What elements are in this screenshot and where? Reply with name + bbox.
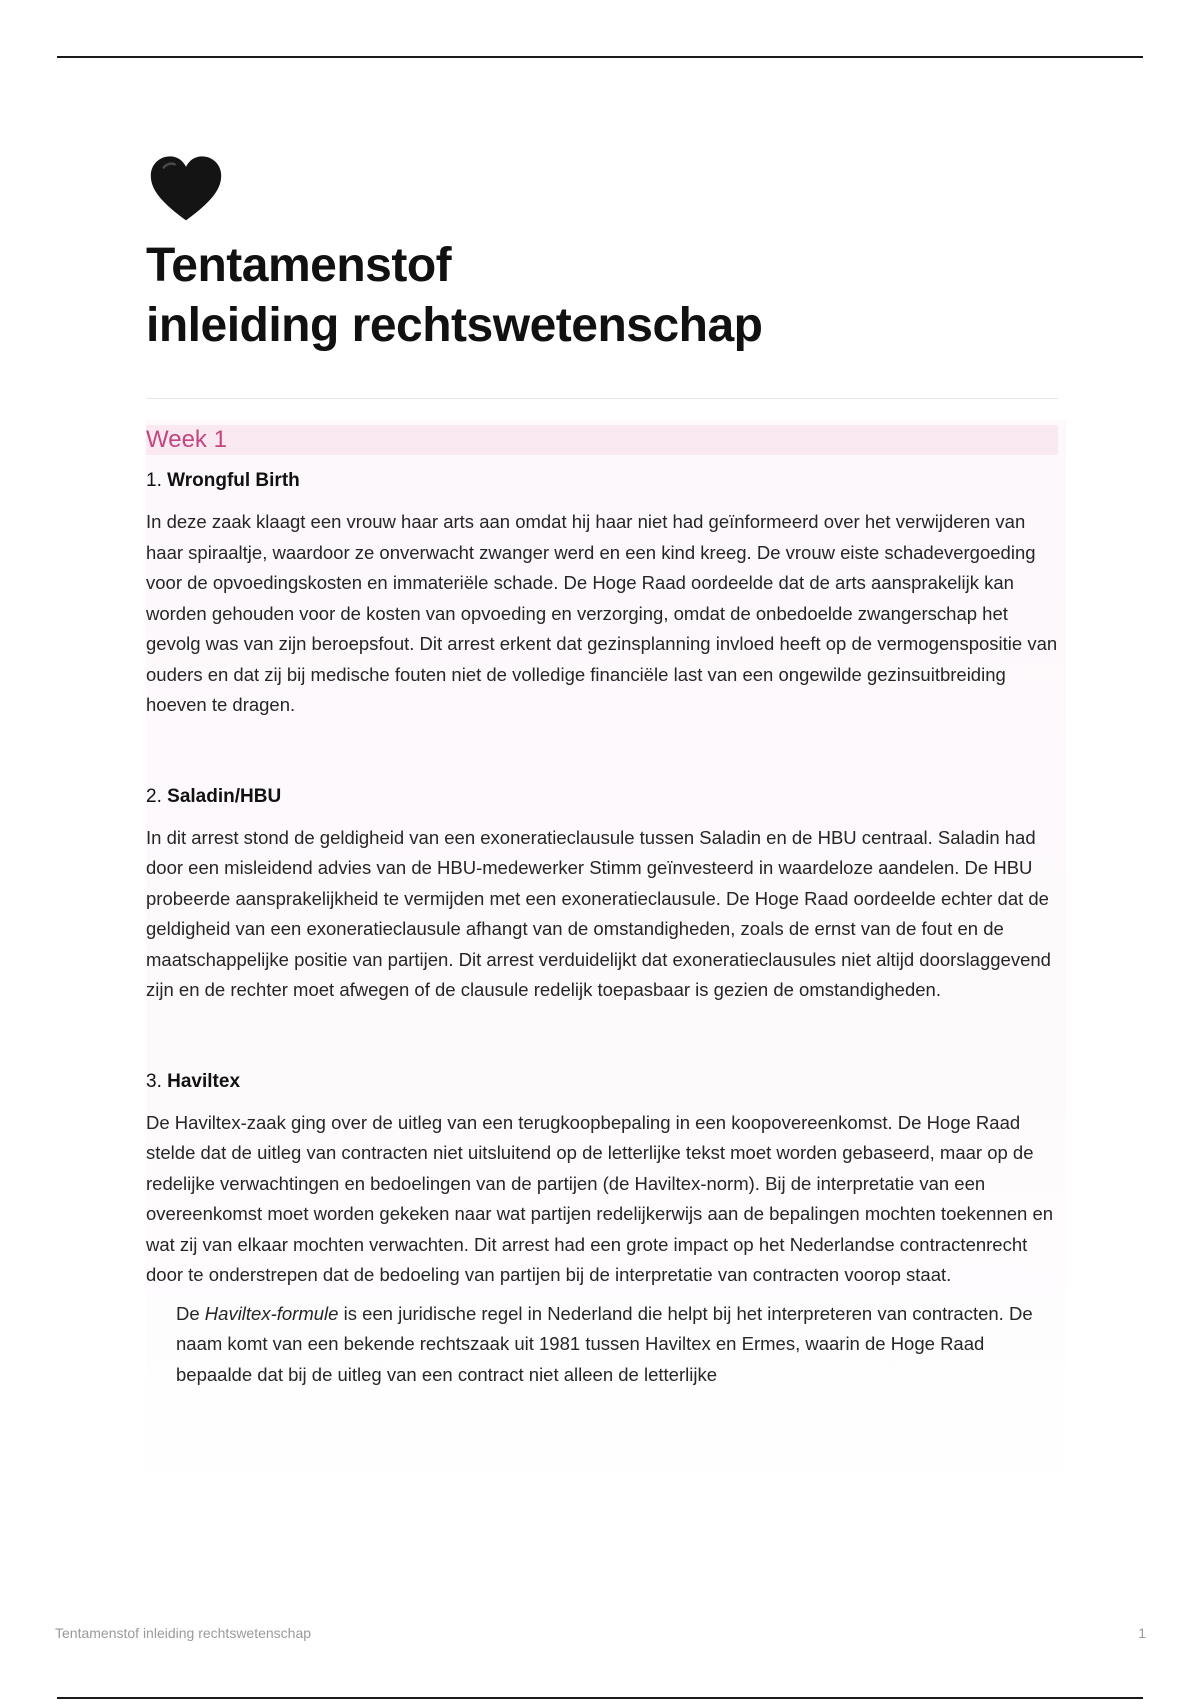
document-content	[146, 150, 1058, 1390]
page-number: 1	[1138, 1625, 1146, 1641]
case-number: 1.	[146, 470, 162, 491]
case-number: 3.	[146, 1070, 162, 1092]
title-line-1: Tentamenstof	[146, 239, 452, 292]
black-heart-icon	[146, 150, 226, 230]
quote-prefix: De	[176, 1302, 205, 1324]
spacer	[146, 1006, 1058, 1056]
case-name: Wrongful Birth	[167, 470, 300, 491]
case-summary-1: In deze zaak klaagt een vrouw haar arts aan omdat hij haar niet had geïnformeerd over het verwijderen van haar spiraaltje, waardoor ze onverwacht zwanger werd en een kind kreeg. De vrouw eiste schadevergoeding voor de opvoedingskosten en immateriële schade. De Hoge Raad oordeelde dat de arts aansprakelijk kan worden gehouden voor de kosten van opvoeding en verzorging, omdat de onbedoelde zwangerschap het gevolg was van zijn beroepsfout. Dit arrest erkent dat gezinsplanning invloed heeft op de vermogenspositie van ouders en dat zij bij medische fouten niet de volledige financiële last van een ongewilde gezinsuitbreiding hoeven te dragen.	[146, 511, 1058, 715]
page-title	[146, 236, 1058, 356]
haviltex-formula-note	[176, 1299, 1058, 1391]
case-summary-2: In dit arrest stond de geldigheid van een exoneratieclausule tussen Saladin en de HBU centraal. Saladin had door een misleidend advies van de HBU-medewerker Stimm geïnvesteerd in waardeloze aandelen. De HBU probeerde aansprakelijkheid te vermijden met een exoneratieclausule. De Hoge Raad oordeelde echter dat de geldigheid van een exoneratieclausule afhangt van de omstandigheden, zoals de ernst van de fout en de maatschappelijke positie van partijen. Dit arrest verduidelijkt dat exoneratieclausules niet altijd doorslaggevend zijn en de rechter moet afwegen of de clausule redelijk toepasbaar is gezien de omstandigheden.	[146, 826, 1051, 1000]
quote-text: is een juridische regel in Nederland die helpt bij het interpreteren van contracten. De naam komt van een bekende rechtszaak uit 1981 tussen Haviltex en Ermes, waarin de Hoge Raad bepaalde dat bij de uitleg van een contract niet alleen de letterlijke	[176, 1302, 1033, 1385]
case-heading-3	[146, 1068, 1058, 1096]
footer-title: Tentamenstof inleiding rechtswetenschap	[55, 1625, 312, 1641]
top-rule	[57, 56, 1143, 58]
case-heading-1	[146, 467, 1058, 495]
bottom-rule	[57, 1697, 1143, 1699]
case-name: Saladin/HBU	[167, 785, 282, 807]
spacer	[146, 721, 1058, 771]
title-line-2: inleiding rechtswetenschap	[146, 299, 763, 352]
title-divider	[146, 398, 1058, 399]
case-number: 2.	[146, 785, 162, 807]
quote-emphasis: Haviltex-formule	[204, 1302, 339, 1324]
case-heading-2	[146, 783, 1058, 811]
case-name: Haviltex	[167, 1070, 241, 1092]
case-summary-3: De Haviltex-zaak ging over de uitleg van een terugkoopbepaling in een koopovereenkomst. De Hoge Raad stelde dat de uitleg van contracten niet uitsluitend op de letterlijke tekst moet worden gebaseerd, maar op de redelijke verwachtingen en bedoelingen van de partijen (de Haviltex-norm). Bij de interpretatie van een overeenkomst moet worden gekeken naar wat partijen redelijkerwijs aan de bepalingen mochten toekennen en wat zij van elkaar mochten verwachten. Dit arrest had een grote impact op het Nederlandse contractenrecht door te onderstrepen dat de bedoeling van partijen bij de interpretatie van contracten voorop staat.	[146, 1111, 1054, 1285]
week-heading: Week 1	[146, 425, 1058, 455]
